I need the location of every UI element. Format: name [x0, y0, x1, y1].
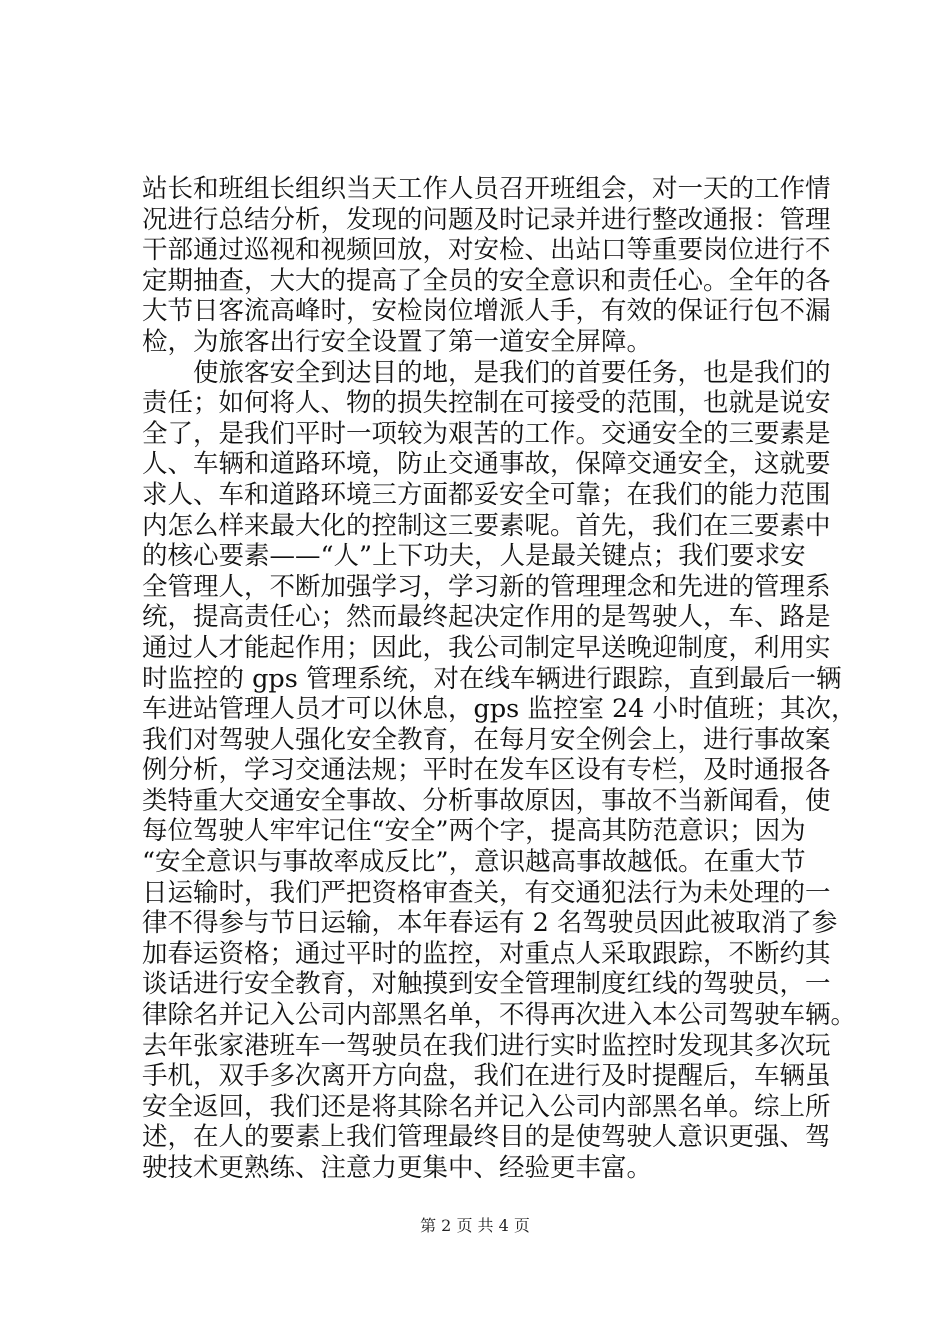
- text-line: 定期抽查，大大的提高了全员的安全意识和责任心。全年的各: [142, 265, 831, 296]
- text-line: 车进站管理人员才可以休息，gps 监控室 24 小时值班；其次，: [142, 694, 857, 725]
- text-line: 去年张家港班车一驾驶员在我们进行实时监控时发现其多次玩: [142, 1030, 831, 1061]
- text-line: 通过人才能起作用；因此，我公司制定早送晚迎制度，利用实: [142, 632, 831, 663]
- text-line: 手机，双手多次离开方向盘，我们在进行及时提醒后，车辆虽: [142, 1061, 831, 1092]
- text-line: 安全返回，我们还是将其除名并记入公司内部黑名单。综上所: [142, 1091, 831, 1122]
- text-line: 干部通过巡视和视频回放，对安检、出站口等重要岗位进行不: [142, 235, 831, 266]
- text-line: 我们对驾驶人强化安全教育，在每月安全例会上，进行事故案: [142, 724, 831, 755]
- text-line: 责任；如何将人、物的损失控制在可接受的范围，也就是说安: [142, 388, 831, 419]
- text-line: 检，为旅客出行安全设置了第一道安全屏障。: [142, 326, 653, 357]
- text-line: 律除名并记入公司内部黑名单，不得再次进入本公司驾驶车辆。: [142, 1000, 857, 1031]
- text-line: 使旅客安全到达目的地，是我们的首要任务，也是我们的: [142, 357, 831, 388]
- text-line: 时监控的 gps 管理系统，对在线车辆进行跟踪，直到最后一辆: [142, 663, 842, 694]
- text-line: 站长和班组长组织当天工作人员召开班组会，对一天的工作情: [142, 174, 831, 204]
- page-footer: 第 2 页 共 4 页: [420, 1216, 530, 1235]
- text-line: 述，在人的要素上我们管理最终目的是使驾驶人意识更强、驾: [142, 1122, 831, 1153]
- text-line: 律不得参与节日运输，本年春运有 2 名驾驶员因此被取消了参: [142, 908, 838, 939]
- text-line: 类特重大交通安全事故、分析事故原因，事故不当新闻看，使: [142, 785, 831, 816]
- text-line: 日运输时，我们严把资格审查关，有交通犯法行为未处理的一: [142, 877, 831, 908]
- text-line: 全管理人，不断加强学习，学习新的管理理念和先进的管理系: [142, 571, 831, 602]
- text-line: 大节日客流高峰时，安检岗位增派人手，有效的保证行包不漏: [142, 296, 831, 327]
- text-line: 求人、车和道路环境三方面都妥安全可靠；在我们的能力范围: [142, 479, 831, 510]
- text-line: 加春运资格；通过平时的监控，对重点人采取跟踪，不断约其: [142, 938, 831, 969]
- text-line: “安全意识与事故率成反比”，意识越高事故越低。在重大节: [142, 847, 806, 878]
- text-line: 驶技术更熟练、注意力更集中、经验更丰富。: [142, 1153, 653, 1183]
- text-line: 例分析，学习交通法规；平时在发车区设有专栏，及时通报各: [142, 755, 831, 786]
- text-line: 人、车辆和道路环境，防止交通事故，保障交通安全，这就要: [142, 449, 831, 480]
- text-line: 全了，是我们平时一项较为艰苦的工作。交通安全的三要素是: [142, 418, 831, 449]
- text-line: 内怎么样来最大化的控制这三要素呢。首先，我们在三要素中: [142, 510, 831, 541]
- text-line: 统，提高责任心；然而最终起决定作用的是驾驶人，车、路是: [142, 602, 831, 633]
- body-text: [142, 174, 857, 1184]
- text-line: 况进行总结分析，发现的问题及时记录并进行整改通报：管理: [142, 204, 831, 235]
- text-line: 每位驾驶人牢牢记住“安全”两个字，提高其防范意识；因为: [142, 816, 806, 847]
- text-line: 谈话进行安全教育，对触摸到安全管理制度红线的驾驶员，一: [142, 969, 831, 1000]
- text-line: 的核心要素——“人”上下功夫，人是最关键点；我们要求安: [142, 541, 806, 572]
